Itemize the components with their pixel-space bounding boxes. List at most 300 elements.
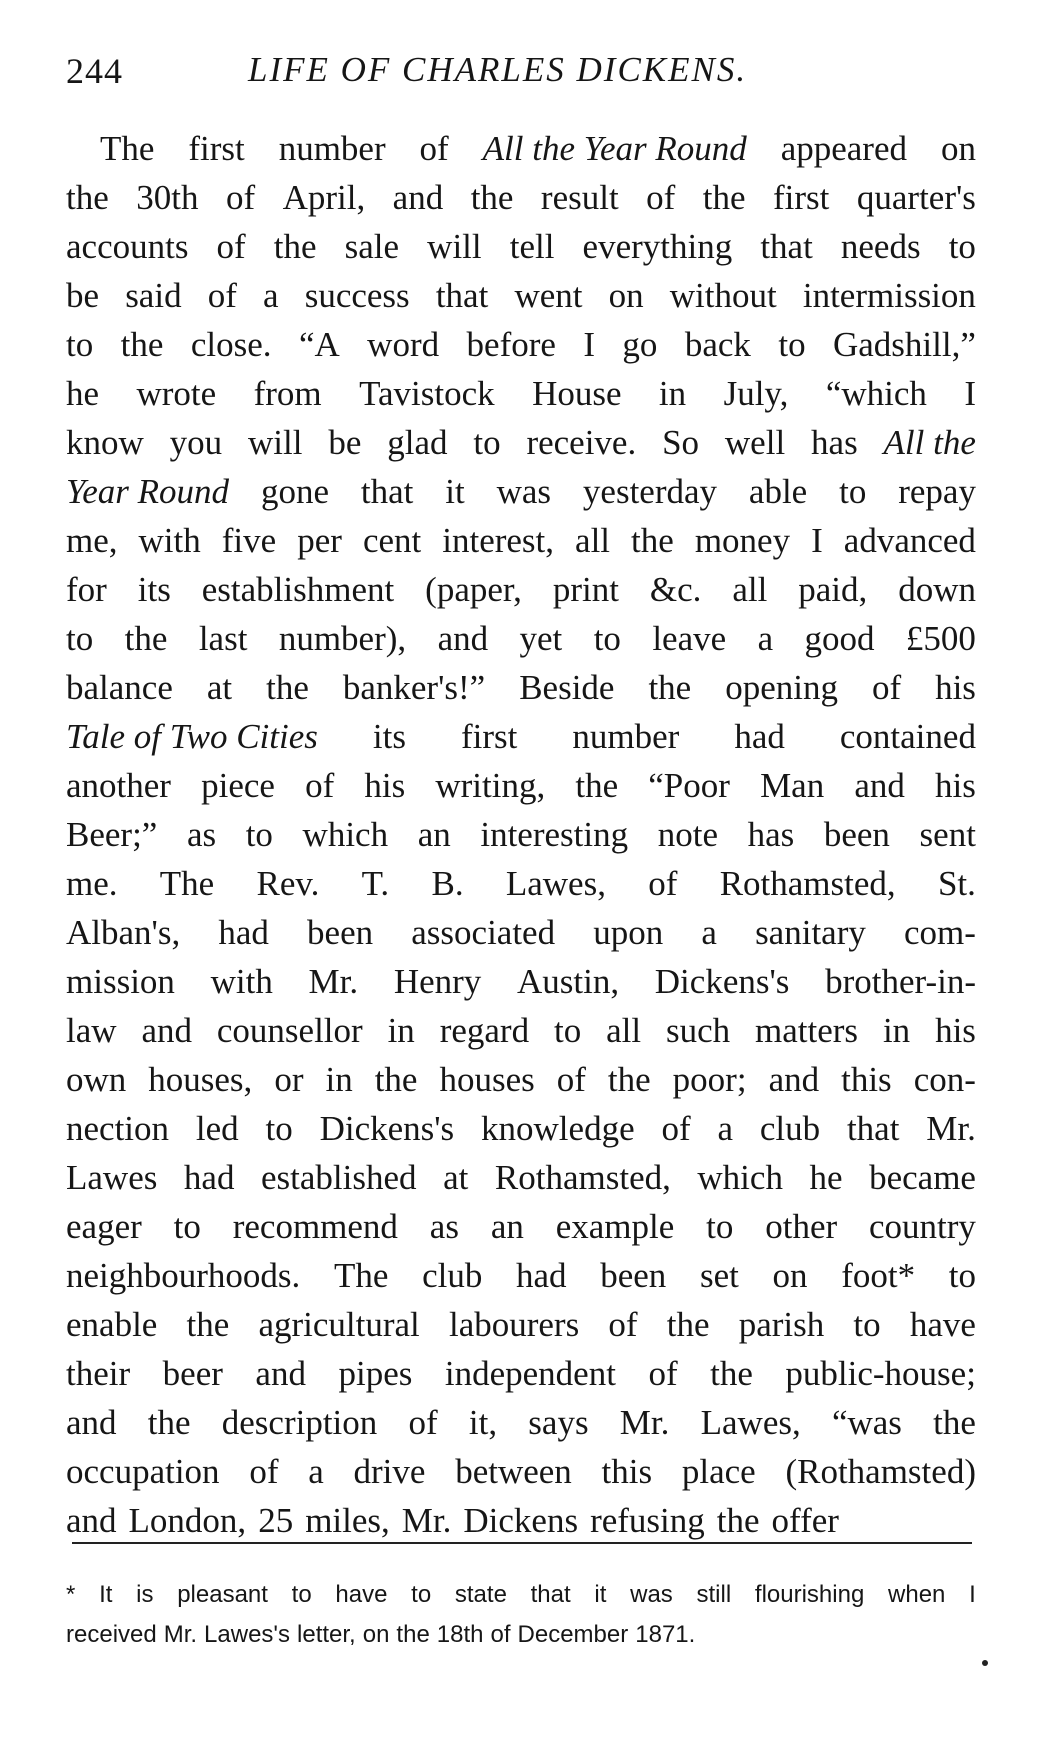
text-line <box>66 663 976 712</box>
word: back <box>684 325 751 364</box>
word: the <box>933 1403 976 1442</box>
word: the <box>575 766 619 805</box>
word: with <box>210 962 273 1001</box>
word: of <box>646 178 676 217</box>
word: to <box>66 619 94 658</box>
footnote-word: to <box>291 1581 312 1608</box>
text-line <box>66 1202 976 1251</box>
word: set <box>699 1256 739 1295</box>
word: to <box>245 815 273 854</box>
word: led <box>195 1109 239 1148</box>
word: at <box>443 1158 469 1197</box>
word: public-house; <box>785 1354 976 1393</box>
word: per <box>297 521 342 560</box>
word: he <box>66 374 100 413</box>
word: result <box>540 178 619 217</box>
word: of <box>225 178 256 217</box>
word: April, <box>282 178 366 217</box>
word: poor; <box>672 1060 747 1099</box>
word: he <box>809 1158 843 1197</box>
text-line <box>66 565 976 614</box>
footnote-word: to <box>411 1581 432 1608</box>
ink-speck <box>982 1660 988 1666</box>
word: which <box>697 1158 783 1197</box>
word: says <box>528 1403 589 1442</box>
word: that <box>846 1109 900 1148</box>
word: had <box>734 717 785 756</box>
word: Henry <box>393 962 482 1001</box>
footnote-word: letter, <box>297 1621 356 1648</box>
word: his <box>935 668 976 707</box>
word: opening <box>725 668 838 707</box>
word: establishment <box>201 570 395 609</box>
footnote-line <box>66 1615 976 1655</box>
word: all <box>575 521 611 560</box>
word: “Poor <box>648 766 730 805</box>
footnote-word: * <box>66 1581 76 1608</box>
word: Rev. <box>256 864 320 903</box>
word: to <box>948 227 976 266</box>
word: without <box>669 276 777 315</box>
word: paid, <box>798 570 868 609</box>
word: such <box>665 1011 731 1050</box>
word: able <box>748 472 808 511</box>
word: House <box>532 374 622 413</box>
word: banker's!” <box>342 668 486 707</box>
word: (Rothamsted) <box>785 1452 976 1491</box>
word: that <box>360 472 414 511</box>
text-line <box>66 1496 976 1545</box>
footnote-word: have <box>335 1581 388 1608</box>
word: Mr. <box>926 1109 976 1148</box>
word: five <box>221 521 277 560</box>
word: all <box>732 570 768 609</box>
word: of <box>419 129 449 168</box>
word: wrote <box>136 374 217 413</box>
word: com- <box>904 913 976 952</box>
text-line <box>66 467 976 516</box>
footnote-word: received <box>66 1621 157 1648</box>
word: to <box>593 619 621 658</box>
word: to <box>839 472 867 511</box>
word: law <box>66 1011 117 1050</box>
word: sale <box>344 227 400 266</box>
word: refusing <box>590 1501 705 1540</box>
word: good <box>804 619 875 658</box>
footnote-word: 1871. <box>635 1621 696 1648</box>
word: Tavistock <box>359 374 495 413</box>
word: it <box>445 472 465 511</box>
word: the <box>120 325 164 364</box>
word: piece <box>201 766 275 805</box>
word: of <box>871 668 902 707</box>
word: upon <box>593 913 664 952</box>
text-line <box>66 761 976 810</box>
text-line <box>66 1153 976 1202</box>
word: you <box>169 423 223 462</box>
word: place <box>681 1452 756 1491</box>
word: Mr. <box>401 1501 452 1540</box>
word: own <box>66 1060 127 1099</box>
text-line <box>66 369 976 418</box>
word: The <box>159 864 215 903</box>
word: nection <box>66 1109 170 1148</box>
word: of <box>648 864 678 903</box>
word: their <box>66 1354 131 1393</box>
word: been <box>307 913 374 952</box>
word: houses, <box>148 1060 253 1099</box>
word: Lawes <box>66 1158 158 1197</box>
word: the <box>702 178 746 217</box>
text-line <box>66 908 976 957</box>
word: print <box>552 570 619 609</box>
word: his <box>935 766 976 805</box>
text-line <box>66 712 976 761</box>
word: Dickens <box>463 1501 579 1540</box>
word: country <box>869 1207 976 1246</box>
text-line <box>66 222 976 271</box>
word: of <box>216 227 246 266</box>
body-text <box>66 124 976 1545</box>
word: to <box>706 1207 734 1246</box>
word: and <box>768 1060 820 1099</box>
word: All the <box>883 423 976 462</box>
word: sent <box>919 815 976 854</box>
footnote-word: was <box>630 1581 673 1608</box>
word: London, <box>128 1501 247 1540</box>
word: Tale of Two Cities <box>66 717 318 756</box>
text-line <box>66 1398 976 1447</box>
word: miles, <box>305 1501 390 1540</box>
word: “was <box>831 1403 902 1442</box>
word: know <box>66 423 144 462</box>
word: balance <box>66 668 173 707</box>
word: money <box>694 521 791 560</box>
word: to <box>778 325 806 364</box>
word: con- <box>913 1060 976 1099</box>
word: with <box>138 521 201 560</box>
word: and <box>66 1501 117 1540</box>
word: cent <box>362 521 422 560</box>
word: tell <box>509 227 555 266</box>
word: of <box>249 1452 279 1491</box>
footnote-word: of <box>490 1621 511 1648</box>
word: leave <box>652 619 727 658</box>
word: independent <box>444 1354 616 1393</box>
footnote-word: is <box>136 1581 154 1608</box>
word: the <box>666 1305 710 1344</box>
word: I <box>811 521 823 560</box>
word: “A <box>298 325 340 364</box>
word: me, <box>66 521 118 560</box>
word: has <box>811 423 858 462</box>
word: Mr. <box>308 962 359 1001</box>
word: the <box>631 521 674 560</box>
word: accounts <box>66 227 189 266</box>
word: houses <box>439 1060 535 1099</box>
word: enable <box>66 1305 158 1344</box>
text-line <box>66 1300 976 1349</box>
word: go <box>622 325 658 364</box>
word: Dickens's <box>319 1109 455 1148</box>
word: club <box>422 1256 483 1295</box>
word: of <box>556 1060 586 1099</box>
word: Alban's, <box>66 913 181 952</box>
word: will <box>427 227 482 266</box>
word: of <box>608 1305 638 1344</box>
text-line <box>66 859 976 908</box>
text-line <box>66 320 976 369</box>
page-header <box>66 50 976 100</box>
word: and <box>66 1403 117 1442</box>
word: the <box>273 227 317 266</box>
word: to <box>173 1207 201 1246</box>
word: the <box>266 668 309 707</box>
word: 25 <box>258 1501 294 1540</box>
word: Man <box>760 766 825 805</box>
word: for <box>66 570 107 609</box>
word: agricultural <box>258 1305 420 1344</box>
word: of <box>408 1403 438 1442</box>
word: receive. <box>526 423 637 462</box>
word: pipes <box>338 1354 413 1393</box>
word: be <box>328 423 362 462</box>
word: and <box>392 178 444 217</box>
word: The <box>100 129 155 168</box>
word: a <box>717 1109 733 1148</box>
word: neighbourhoods. <box>66 1256 301 1295</box>
word: an <box>417 815 451 854</box>
word: needs <box>840 227 921 266</box>
word: the <box>66 178 109 217</box>
word: T. <box>361 864 390 903</box>
word: established <box>261 1158 417 1197</box>
word: to <box>553 1011 582 1050</box>
word: quarter's <box>856 178 976 217</box>
word: a <box>263 276 279 315</box>
word: on <box>940 129 976 168</box>
word: went <box>514 276 583 315</box>
footnote-rule <box>72 1542 972 1544</box>
word: as <box>186 815 217 854</box>
word: description <box>221 1403 378 1442</box>
word: everything <box>582 227 733 266</box>
word: knowledge <box>481 1109 635 1148</box>
word: between <box>455 1452 572 1491</box>
word: Year Round <box>66 472 230 511</box>
word: first <box>188 129 245 168</box>
word: last <box>198 619 248 658</box>
word: down <box>898 570 976 609</box>
word: eager <box>66 1207 142 1246</box>
word: brother-in- <box>825 962 976 1001</box>
word: had <box>218 913 269 952</box>
word: labourers <box>448 1305 580 1344</box>
word: mission <box>66 962 175 1001</box>
word: “which <box>825 374 927 413</box>
word: it, <box>468 1403 498 1442</box>
word: repay <box>898 472 976 511</box>
word: yet <box>519 619 563 658</box>
word: Lawes, <box>700 1403 801 1442</box>
text-line <box>66 810 976 859</box>
word: £500 <box>905 619 976 658</box>
word: to <box>473 423 501 462</box>
word: Lawes, <box>505 864 606 903</box>
word: interesting <box>480 815 629 854</box>
word: the <box>186 1305 230 1344</box>
word: had <box>516 1256 567 1295</box>
page-number: 244 <box>66 51 123 91</box>
word: this <box>601 1452 653 1491</box>
word: be <box>66 276 100 315</box>
word: parish <box>738 1305 825 1344</box>
word: number), <box>278 619 407 658</box>
word: his <box>935 1011 976 1050</box>
footnote-word: that <box>530 1581 571 1608</box>
word: advanced <box>843 521 976 560</box>
word: matters <box>755 1011 859 1050</box>
word: of <box>648 1354 678 1393</box>
footnote-word: the <box>396 1621 430 1648</box>
text-line <box>100 124 976 173</box>
word: St. <box>937 864 976 903</box>
word: a <box>757 619 774 658</box>
footnote-word: state <box>454 1581 507 1608</box>
word: the <box>147 1403 191 1442</box>
footnote-word: on <box>362 1621 390 1648</box>
word: 30th <box>136 178 199 217</box>
word: the <box>374 1060 418 1099</box>
word: Austin, <box>516 962 620 1001</box>
word: the <box>607 1060 651 1099</box>
word: to <box>265 1109 293 1148</box>
text-line <box>66 957 976 1006</box>
word: and <box>141 1011 192 1050</box>
word: Mr. <box>619 1403 670 1442</box>
text-line <box>66 1251 976 1300</box>
word: as <box>429 1207 459 1246</box>
word: its <box>372 717 406 756</box>
word: all <box>606 1011 642 1050</box>
footnote-word: It <box>99 1581 113 1608</box>
word: close. <box>190 325 272 364</box>
footnote-line <box>66 1575 976 1615</box>
word: this <box>841 1060 892 1099</box>
word: and <box>255 1354 306 1393</box>
word: other <box>765 1207 838 1246</box>
word: example <box>555 1207 675 1246</box>
word: and <box>854 766 905 805</box>
word: well <box>724 423 786 462</box>
word: in <box>658 374 687 413</box>
word: a <box>308 1452 324 1491</box>
footnote-word: Lawes's <box>204 1621 291 1648</box>
word: became <box>869 1158 976 1197</box>
footnote-word: when <box>888 1581 946 1608</box>
word: note <box>657 815 718 854</box>
word: been <box>600 1256 667 1295</box>
text-line <box>66 173 976 222</box>
footnote <box>66 1575 976 1655</box>
word: and <box>437 619 489 658</box>
running-head: LIFE OF CHARLES DICKENS. <box>248 50 748 89</box>
word: glad <box>387 423 448 462</box>
word: appeared <box>780 129 907 168</box>
word: the <box>710 1354 753 1393</box>
text-line <box>66 1447 976 1496</box>
word: Rothamsted, <box>719 864 896 903</box>
text-line <box>66 418 976 467</box>
word: yesterday <box>582 472 718 511</box>
word: will <box>248 423 303 462</box>
word: the <box>648 668 692 707</box>
word: of <box>305 766 335 805</box>
word: before <box>466 325 556 364</box>
word: beer <box>162 1354 223 1393</box>
word: its <box>137 570 171 609</box>
word: of <box>661 1109 691 1148</box>
word: has <box>747 815 795 854</box>
word: to <box>948 1256 976 1295</box>
word: regard <box>439 1011 530 1050</box>
word: number <box>278 129 386 168</box>
word: Beside <box>519 668 615 707</box>
word: that <box>760 227 813 266</box>
footnote-word: Mr. <box>163 1621 198 1648</box>
word: intermission <box>802 276 976 315</box>
word: I <box>583 325 595 364</box>
word: Beer;” <box>66 815 158 854</box>
word: recommend <box>232 1207 398 1246</box>
word: &c. <box>649 570 702 609</box>
word: was <box>496 472 552 511</box>
word: in <box>325 1060 353 1099</box>
word: Dickens's <box>654 962 790 1001</box>
word: the <box>470 178 514 217</box>
footnote-word: December <box>517 1621 629 1648</box>
word: offer <box>771 1501 839 1540</box>
text-line <box>66 1006 976 1055</box>
word: associated <box>411 913 556 952</box>
word: writing, <box>435 766 546 805</box>
footnote-word: it <box>594 1581 607 1608</box>
word: interest, <box>442 521 555 560</box>
word: first <box>460 717 518 756</box>
word: from <box>253 374 322 413</box>
text-line <box>66 516 976 565</box>
footnote-word: flourishing <box>754 1581 865 1608</box>
word: that <box>435 276 489 315</box>
word: Gadshill,” <box>833 325 976 364</box>
word: word <box>367 325 440 364</box>
word: to <box>66 325 94 364</box>
word: had <box>183 1158 235 1197</box>
word: (paper, <box>425 570 522 609</box>
word: club <box>759 1109 821 1148</box>
word: on <box>608 276 644 315</box>
word: at <box>206 668 233 707</box>
word: been <box>823 815 890 854</box>
text-line <box>66 1104 976 1153</box>
word: first <box>773 178 830 217</box>
word: foot* <box>841 1256 916 1295</box>
word: or <box>274 1060 304 1099</box>
word: in <box>882 1011 911 1050</box>
word: me. <box>66 864 118 903</box>
word: July, <box>723 374 789 413</box>
word: Rothamsted, <box>494 1158 671 1197</box>
